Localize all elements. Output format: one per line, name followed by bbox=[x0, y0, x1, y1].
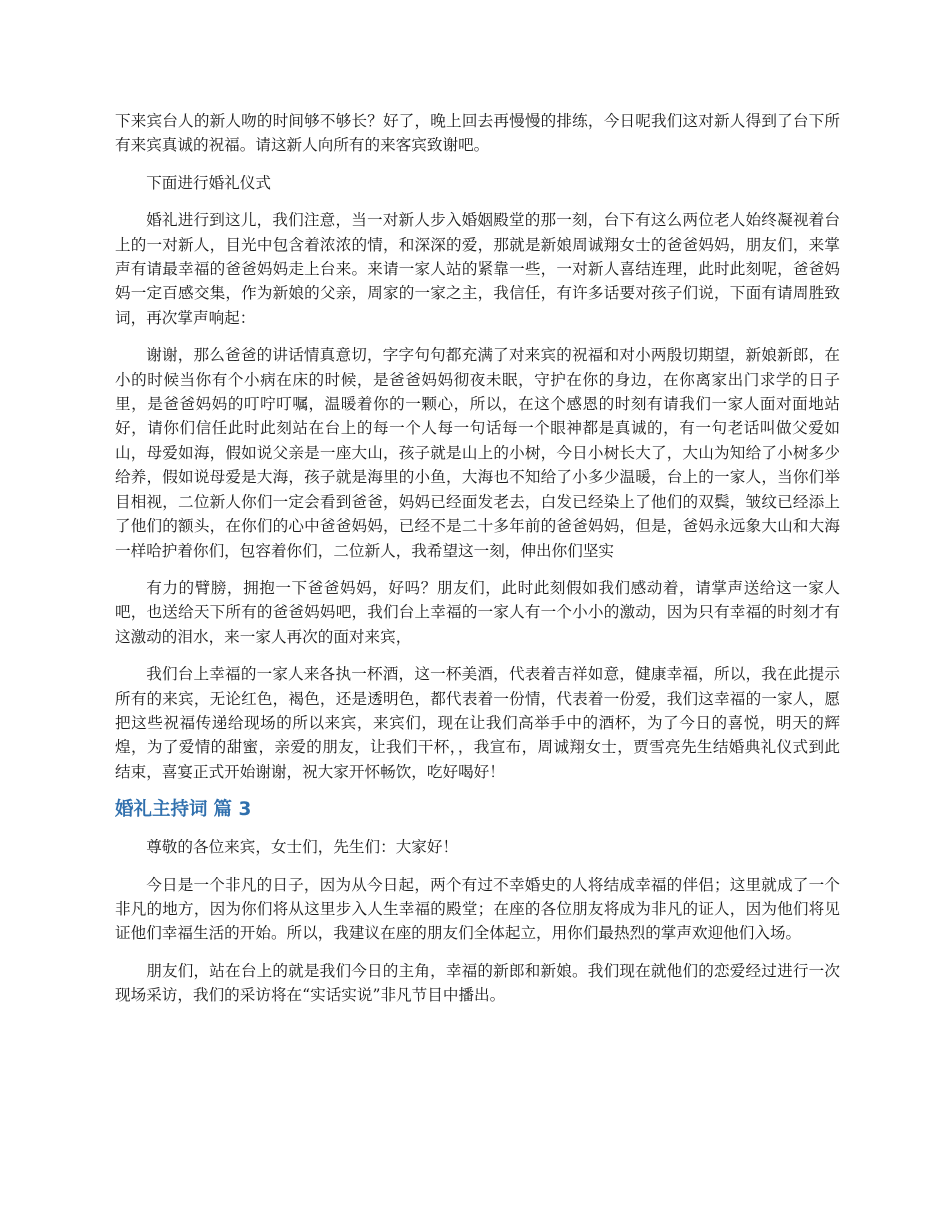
paragraph: 婚礼进行到这儿，我们注意，当一对新人步入婚姻殿堂的那一刻，台下有这么两位老人始终凝视着台上的一对新人，目光中包含着浓浓的情，和深深的爱，那就是新娘周诚翔女士的爸爸妈妈，朋友们，来掌声有请最幸福的爸爸妈妈走上台来。来请一家人站的紧靠一些，一对新人喜结连理，此时此刻呢，爸爸妈妈一定百感交集，作为新娘的父亲，周家的一家之主，我信任，有许多话要对孩子们说，下面有请周胜致词，再次掌声响起： bbox=[115, 211, 840, 327]
paragraph: 下面进行婚礼仪式 bbox=[146, 173, 271, 192]
section-heading-title: 婚礼主持词 bbox=[115, 799, 208, 821]
paragraph: 朋友们，站在台上的就是我们今日的主角，幸福的新郎和新娘。我们现在就他们的恋爱经过进行一次现场采访，我们的采访将在“实话实说”非凡节目中播出。 bbox=[115, 961, 840, 1005]
document-page bbox=[115, 109, 840, 1021]
paragraph: 下来宾台人的新人吻的时间够不够长？好了，晚上回去再慢慢的排练，今日呢我们这对新人得到了台下所有来宾真诚的祝福。请这新人向所有的来客宾致谢吧。 bbox=[115, 112, 840, 155]
paragraph: 谢谢，那么爸爸的讲话情真意切，字字句句都充满了对来宾的祝福和对小两殷切期望，新娘新郎，在小的时候当你有个小病在床的时候，是爸爸妈妈彻夜未眠，守护在你的身边，在你离家出门求学的日子里，是爸爸妈妈的叮咛叮嘱，温暖着你的一颗心，所以，在这个感恩的时刻有请我们一家人面对面地站好，请你们信任此时此刻站在台上的每一个人每一句话每一个眼神都是真诚的，有一句老话叫做父爱如山，母爱如海，假如说父亲是一座大山，孩子就是山上的小树，今日小树长大了，大山为知给了小树多少给养，假如说母爱是大海，孩子就是海里的小鱼，大海也不知给了小多少温暖，台上的一家人，当你们举目相视，二位新人你们一定会看到爸爸，妈妈已经面发老去，白发已经染上了他们的双鬓，皱纹已经添上了他们的额头，在你们的心中爸爸妈妈，已经不是二十多年前的爸爸妈妈，但是，爸妈永远象大山和大海一样哈护着你们，包容着你们，二位新人，我希望这一刻，伸出你们坚实 bbox=[115, 346, 840, 560]
paragraph: 今日是一个非凡的日子，因为从今日起，两个有过不幸婚史的人将结成幸福的伴侣；这里就成了一个非凡的地方，因为你们将从这里步入人生幸福的殿堂；在座的各位朋友将成为非凡的证人，因为他们将见证他们幸福生活的开始。所以，我建议在座的朋友们全体起立，用你们最热烈的掌声欢迎他们入场。 bbox=[115, 875, 840, 943]
paragraph: 有力的臂膀，拥抱一下爸爸妈妈，好吗？朋友们，此时此刻假如我们感动着，请掌声送给这一家人吧，也送给天下所有的爸爸妈妈吧，我们台上幸福的一家人有一个小小的激动，因为只有幸福的时刻才有这激动的泪水，来一家人再次的面对来宾， bbox=[115, 578, 840, 646]
section-heading bbox=[115, 797, 840, 823]
section-heading-number: 篇 3 bbox=[213, 799, 252, 821]
paragraph: 尊敬的各位来宾，女士们，先生们：大家好！ bbox=[146, 838, 459, 857]
paragraph: 我们台上幸福的一家人来各执一杯酒，这一杯美酒，代表着吉祥如意，健康幸福，所以，我在此提示所有的来宾，无论红色，褐色，还是透明色，都代表着一份情，代表着一份爱，我们这幸福的一家人，愿把这些祝福传递给现场的所以来宾，来宾们，现在让我们高举手中的酒杯，为了今日的喜悦，明天的辉煌，为了爱情的甜蜜，亲爱的朋友，让我们干杯，，我宣布，周诚翔女士，贾雪亮先生结婚典礼仪式到此结束，喜宴正式开始谢谢，祝大家开怀畅饮，吃好喝好！ bbox=[115, 665, 840, 781]
